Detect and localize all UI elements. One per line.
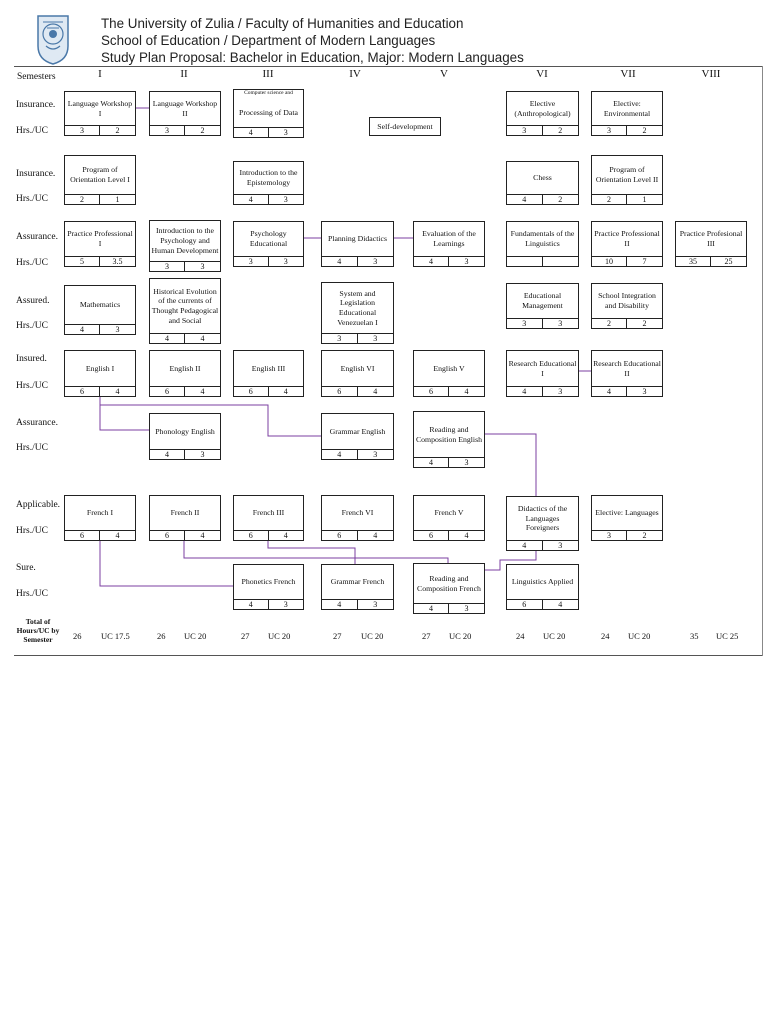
course-hours: 3: [592, 530, 627, 540]
course-title: English I: [85, 363, 115, 373]
total-hours: 24: [516, 631, 525, 641]
course-uc: 3: [269, 256, 304, 266]
header-line-2: School of Education / Department of Modern Languages: [101, 33, 436, 48]
row-hrs-label: Hrs./UC: [16, 381, 48, 391]
course-hours: 4: [322, 256, 358, 266]
course-note: Computer science and: [244, 90, 293, 96]
course-title: Self-development: [377, 121, 433, 131]
semester-header: IV: [349, 68, 361, 80]
course-hours: 5: [65, 256, 100, 266]
course-box: [591, 495, 663, 541]
course-hours: 6: [65, 530, 100, 540]
course-box: [64, 495, 136, 541]
course-hours: 4: [150, 449, 185, 459]
course-uc: 2: [627, 125, 662, 135]
course-uc: 3: [269, 599, 304, 609]
course-title: Practice Profesional III: [679, 229, 743, 248]
course-title: Didactics of the Languages Foreigners: [517, 503, 568, 533]
total-hours: 24: [601, 631, 610, 641]
course-title: French II: [170, 508, 200, 518]
course-title: French V: [434, 508, 464, 518]
total-uc: UC 25: [716, 631, 739, 641]
row-category-label: Assurance.: [16, 232, 58, 242]
course-uc: 3: [449, 603, 484, 613]
course-title: Research Educational II: [593, 358, 661, 378]
course-uc: 3: [100, 324, 135, 334]
course-uc: 3: [543, 318, 579, 328]
semester-header: III: [262, 68, 274, 80]
course-hours: 4: [322, 449, 358, 459]
semester-header: V: [440, 68, 448, 80]
course-uc: 3: [358, 333, 394, 343]
course-hours: 3: [65, 125, 100, 135]
course-title: English II: [169, 363, 201, 373]
row-hrs-label: Hrs./UC: [16, 194, 48, 204]
course-title: Planning Didactics: [327, 234, 388, 244]
course-uc: 3: [185, 261, 220, 271]
course-uc: 4: [358, 530, 394, 540]
semester-header: VII: [620, 68, 636, 80]
course-box: [506, 564, 579, 610]
course-title: Introduction to the Epistemology: [239, 168, 298, 187]
course-hours: 6: [507, 599, 543, 609]
course-hours: 4: [414, 603, 449, 613]
course-hours: 2: [592, 194, 627, 204]
total-uc: UC 20: [543, 631, 566, 641]
course-title: Phonetics French: [241, 577, 296, 587]
course-box: [321, 495, 394, 541]
course-uc: 3: [358, 599, 394, 609]
course-hours: 6: [414, 386, 449, 396]
link-english-to-phonology: [100, 397, 149, 430]
semester-header: VIII: [701, 68, 721, 80]
totals-label: Total of Hours/UC by Semester: [16, 617, 60, 644]
course-box: [321, 350, 394, 397]
course-title: Elective: Languages: [595, 508, 659, 518]
course-title: English III: [251, 363, 286, 373]
course-box: [233, 161, 304, 205]
course-uc: 3: [269, 194, 304, 204]
course-box: [413, 563, 485, 614]
course-box: [591, 350, 663, 397]
course-hours: 3: [592, 125, 627, 135]
course-uc: 2: [627, 318, 662, 328]
course-box: [413, 411, 485, 468]
row-category-label: Sure.: [16, 563, 36, 573]
course-uc: 4: [449, 530, 484, 540]
course-title: Introduction to the Psychology and Human Development: [151, 226, 219, 255]
course-title: Fundamentals of the Linguistics: [510, 229, 575, 248]
course-box: [591, 91, 663, 136]
course-uc: 25: [711, 256, 746, 266]
course-title: Phonology English: [155, 426, 215, 436]
course-hours: 4: [414, 256, 449, 266]
course-box: [321, 282, 394, 344]
course-uc: 4: [185, 333, 220, 343]
course-title: Grammar English: [329, 426, 386, 436]
course-title: Practice Professional II: [594, 229, 660, 248]
course-uc: 2: [100, 125, 135, 135]
course-uc: 4: [185, 386, 220, 396]
course-uc: 2: [627, 530, 662, 540]
row-hrs-label: Hrs./UC: [16, 526, 48, 536]
course-title: Research Educational I: [508, 358, 577, 378]
course-hours: 6: [234, 530, 269, 540]
course-title: Grammar French: [330, 577, 385, 587]
course-title: Language Workshop II: [152, 98, 218, 118]
course-box: [149, 91, 221, 136]
course-hours: 6: [150, 386, 185, 396]
course-title: School Integration and Disability: [598, 291, 656, 310]
course-uc: 4: [100, 530, 135, 540]
course-hours: 35: [676, 256, 711, 266]
total-hours: 27: [422, 631, 431, 641]
course-box: [591, 221, 663, 267]
course-hours: 6: [150, 530, 185, 540]
total-uc: UC 20: [449, 631, 472, 641]
course-title: Psychology Educational: [249, 229, 288, 248]
course-box: [675, 221, 747, 267]
course-title: Elective (Anthropological): [514, 98, 571, 118]
row-hrs-label: Hrs./UC: [16, 258, 48, 268]
course-hours: 4: [592, 386, 627, 396]
course-box: [64, 221, 136, 267]
total-hours: 27: [241, 631, 250, 641]
course-box: [321, 221, 394, 267]
course-hours: 4: [150, 333, 185, 343]
course-box: [506, 221, 579, 267]
course-box: [506, 283, 579, 329]
total-hours: 26: [73, 631, 82, 641]
total-hours: 35: [690, 631, 699, 641]
row-category-label: Insurance.: [16, 100, 56, 110]
course-uc: 3.5: [100, 256, 135, 266]
total-uc: UC 20: [184, 631, 207, 641]
course-box: [149, 350, 221, 397]
course-title: System and Legislation Educational Venezuelan I: [337, 288, 378, 327]
semester-header: I: [98, 68, 102, 80]
course-hours: 6: [65, 386, 100, 396]
link-french3-to-grammar: [268, 541, 355, 566]
row-hrs-label: Hrs./UC: [16, 321, 48, 331]
course-hours: 6: [414, 530, 449, 540]
course-hours: 3: [322, 333, 358, 343]
row-hrs-label: Hrs./UC: [16, 589, 48, 599]
row-category-label: Assured.: [16, 296, 50, 306]
total-uc: UC 20: [361, 631, 384, 641]
header-line-1: The University of Zulia / Faculty of Humanities and Education: [101, 16, 464, 31]
course-box: [591, 155, 663, 205]
course-title: Linguistics Applied: [511, 577, 574, 587]
semesters-label: Semesters: [17, 72, 56, 82]
course-uc: 3: [449, 256, 484, 266]
course-title: Mathematics: [79, 300, 121, 310]
course-box: [506, 91, 579, 136]
total-uc: UC 20: [268, 631, 291, 641]
course-title: Reading and Composition French: [417, 573, 481, 593]
course-box: [64, 350, 136, 397]
header-line-3: Study Plan Proposal: Bachelor in Education, Major: Modern Languages: [101, 50, 524, 65]
course-uc: 4: [358, 386, 394, 396]
course-hours: 6: [322, 530, 358, 540]
course-box: [413, 221, 485, 267]
course-hours: 10: [592, 256, 627, 266]
row-category-label: Assurance.: [16, 418, 58, 428]
total-uc: UC 17.5: [101, 631, 130, 641]
course-uc: 3: [627, 386, 662, 396]
row-hrs-label: Hrs./UC: [16, 443, 48, 453]
course-box: [506, 350, 579, 397]
link-french-to-phonetics: [100, 541, 233, 586]
semester-header: II: [180, 68, 188, 80]
course-title: French I: [86, 508, 114, 518]
course-box: [233, 564, 304, 610]
course-uc: 2: [185, 125, 220, 135]
course-uc: 4: [185, 530, 220, 540]
course-hours: [507, 256, 543, 266]
course-box: [233, 495, 304, 541]
course-hours: 4: [507, 540, 543, 550]
course-uc: 3: [358, 449, 394, 459]
course-title: Processing of Data: [239, 107, 298, 117]
link-reading-to-didactics: [485, 434, 536, 496]
course-hours: 3: [150, 125, 185, 135]
course-hours: 3: [507, 125, 543, 135]
course-box: [149, 413, 221, 460]
course-box: [321, 564, 394, 610]
course-hours: 4: [234, 599, 269, 609]
course-uc: 3: [358, 256, 394, 266]
course-title: English VI: [340, 363, 375, 373]
course-box: [233, 221, 304, 267]
course-box: [64, 155, 136, 205]
total-hours: 27: [333, 631, 342, 641]
course-hours: 4: [234, 194, 269, 204]
course-uc: 2: [543, 125, 579, 135]
course-uc: 4: [449, 386, 484, 396]
course-hours: 2: [592, 318, 627, 328]
course-box: [233, 350, 304, 397]
course-box: [413, 350, 485, 397]
total-hours: 26: [157, 631, 166, 641]
course-title: French VI: [341, 508, 374, 518]
course-uc: [543, 256, 579, 266]
course-uc: 2: [543, 194, 579, 204]
course-uc: 4: [543, 599, 579, 609]
course-title: Evaluation of the Learnings: [422, 229, 476, 248]
course-uc: 1: [100, 194, 135, 204]
course-box: [64, 285, 136, 335]
course-uc: 3: [185, 449, 220, 459]
course-hours: 4: [322, 599, 358, 609]
course-box: [591, 283, 663, 329]
course-box: [233, 89, 304, 138]
course-hours: 4: [65, 324, 100, 334]
course-hours: 3: [150, 261, 185, 271]
course-box: [149, 495, 221, 541]
course-uc: 4: [269, 530, 304, 540]
course-title: Practice Professional I: [67, 229, 133, 248]
course-box: [149, 220, 221, 272]
course-hours: 2: [65, 194, 100, 204]
course-uc: 1: [627, 194, 662, 204]
course-hours: 3: [234, 256, 269, 266]
course-hours: 3: [507, 318, 543, 328]
course-uc: 3: [543, 386, 579, 396]
course-uc: 3: [449, 457, 484, 467]
row-category-label: Insurance.: [16, 169, 56, 179]
course-hours: 4: [234, 127, 269, 137]
course-hours: 6: [322, 386, 358, 396]
course-hours: 4: [414, 457, 449, 467]
course-hours: 4: [507, 194, 543, 204]
course-title: Program of Orientation Level I: [70, 165, 130, 184]
course-title: Historical Evolution of the currents of Thought Pedagogical and Social: [151, 286, 219, 325]
course-uc: 4: [269, 386, 304, 396]
link-french-to-reading: [184, 541, 448, 566]
course-box: [64, 91, 136, 136]
course-title: French III: [252, 508, 285, 518]
course-title: Program of Orientation Level II: [595, 165, 659, 184]
course-box: [506, 496, 579, 551]
semester-header: VI: [536, 68, 548, 80]
course-title: Reading and Composition English: [415, 424, 483, 444]
course-hours: 6: [234, 386, 269, 396]
row-category-label: Applicable.: [16, 500, 61, 510]
row-category-label: Insured.: [16, 354, 47, 364]
row-hrs-label: Hrs./UC: [16, 126, 48, 136]
course-uc: 3: [543, 540, 579, 550]
course-uc: 4: [100, 386, 135, 396]
course-title: Elective: Environmental: [603, 98, 651, 118]
course-box: [413, 495, 485, 541]
course-title: Language Workshop I: [67, 98, 133, 118]
course-box: [321, 413, 394, 460]
course-box: [149, 278, 221, 344]
course-title: English V: [433, 363, 465, 373]
course-uc: 7: [627, 256, 662, 266]
course-box: [369, 117, 441, 136]
course-title: Chess: [533, 173, 552, 183]
course-hours: 4: [507, 386, 543, 396]
course-box: [506, 161, 579, 205]
total-uc: UC 20: [628, 631, 651, 641]
course-title: Educational Management: [522, 291, 563, 310]
course-uc: 3: [269, 127, 304, 137]
